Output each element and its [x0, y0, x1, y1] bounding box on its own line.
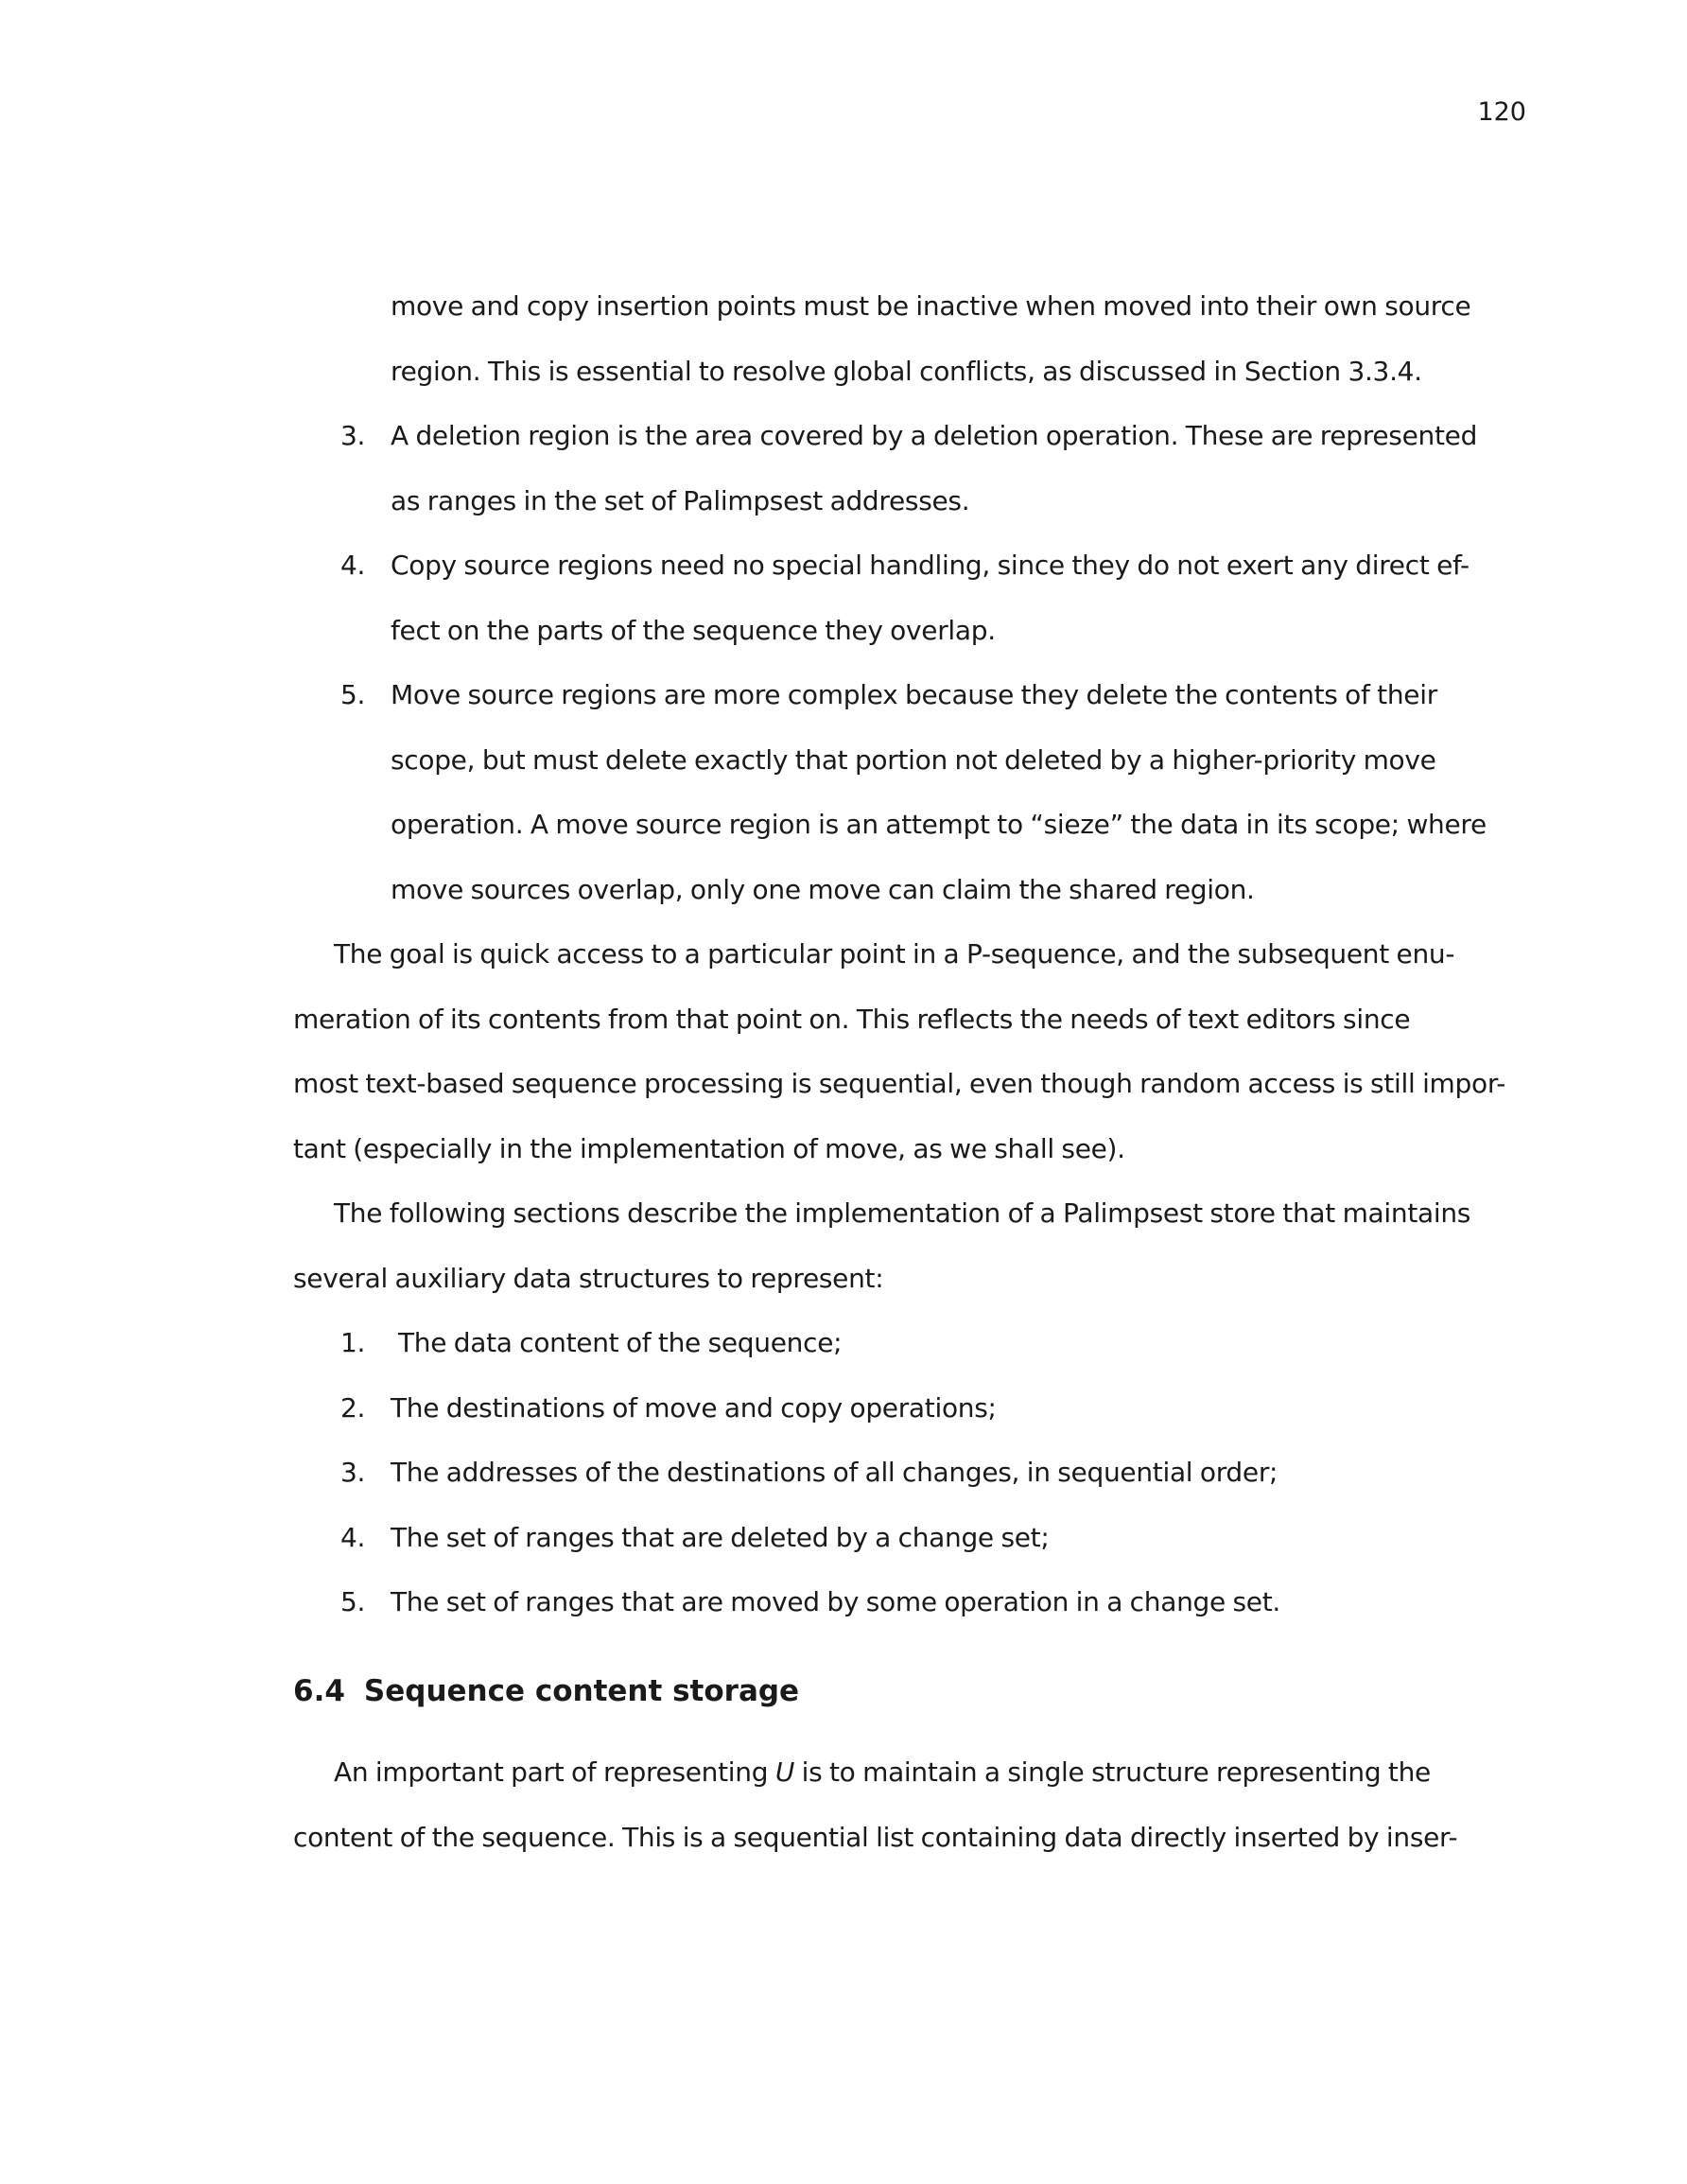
body-text-upper	[293, 274, 1506, 1635]
section-heading	[293, 1672, 799, 1710]
paragraph-goal-line: meration of its contents from that point on. This reflects the needs of text editors since	[293, 1003, 1411, 1035]
list-item-continuation: as ranges in the set of Palimpsest addresses.	[391, 484, 970, 516]
math-variable: U	[774, 1756, 795, 1788]
page-number: 120	[1477, 97, 1526, 127]
list-item-number: 1.	[340, 1327, 366, 1358]
list-item-number: 3.	[340, 1457, 366, 1488]
paragraph-goal-line: most text-based sequence processing is sequential, even though random access is still impor-	[293, 1068, 1506, 1099]
list-item	[293, 1570, 1447, 1635]
list-item-number: 2.	[340, 1391, 366, 1424]
list-item-text: The set of ranges that are deleted by a change set;	[391, 1521, 1050, 1553]
list-item-number: 3.	[340, 420, 366, 451]
paragraph-section-line: content of the sequence. This is a sequential list containing data directly inserted by inser-	[293, 1821, 1458, 1853]
list-item-number: 4.	[340, 550, 366, 581]
section-number: 6.4	[293, 1674, 345, 1708]
list-item	[293, 1311, 1447, 1376]
list-item-number: 4.	[340, 1521, 366, 1553]
list-item-text: The addresses of the destinations of all changes, in sequential order;	[391, 1457, 1278, 1488]
continued-item-line: region. This is essential to resolve global conflicts, as discussed in Section 3.3.4.	[391, 355, 1422, 387]
paragraph-goal-line: The goal is quick access to a particular point in a P-sequence, and the subsequent enu-	[334, 938, 1455, 970]
list-item	[293, 1506, 1447, 1571]
section-title: Sequence content storage	[363, 1674, 800, 1708]
list-item	[293, 533, 1470, 599]
list-item-text: The destinations of move and copy operations;	[391, 1391, 997, 1424]
paragraph-section-text: is to maintain a single structure representing the	[794, 1756, 1431, 1788]
continued-item-line: move and copy insertion points must be inactive when moved into their own source	[391, 290, 1471, 322]
paragraph-section-line	[293, 1740, 1447, 1806]
list-item-text: Copy source regions need no special handling, since they do not exert any direct ef-	[391, 550, 1470, 581]
body-text-lower	[293, 1740, 1458, 1870]
list-item-text: A deletion region is the area covered by a deletion operation. These are represented	[391, 420, 1478, 451]
paragraph-following-line: The following sections describe the implementation of a Palimpsest store that maintains	[334, 1197, 1471, 1229]
list-item-continuation: scope, but must delete exactly that portion not deleted by a higher-priority move	[391, 743, 1436, 776]
list-item-text: The set of ranges that are moved by some operation in a change set.	[391, 1586, 1281, 1617]
list-item-number: 5.	[340, 1586, 366, 1617]
list-item	[293, 404, 1478, 469]
list-item-number: 5.	[340, 679, 366, 710]
list-item-text: Move source regions are more complex because they delete the contents of their	[391, 679, 1437, 710]
list-item	[293, 1376, 1447, 1441]
list-item-continuation: operation. A move source region is an attempt to “sieze” the data in its scope; where	[391, 809, 1487, 840]
list-item	[293, 1441, 1447, 1506]
paragraph-goal-line: tant (especially in the implementation of move, as we shall see).	[293, 1132, 1125, 1164]
paragraph-section-text: An important part of representing	[334, 1756, 775, 1788]
list-item-continuation: fect on the parts of the sequence they overlap.	[391, 614, 996, 646]
list-item	[293, 663, 1447, 728]
list-item-continuation: move sources overlap, only one move can claim the shared region.	[391, 873, 1255, 905]
list-item-text: The data content of the sequence;	[398, 1327, 843, 1358]
paragraph-following-line: several auxiliary data structures to represent:	[293, 1262, 884, 1294]
